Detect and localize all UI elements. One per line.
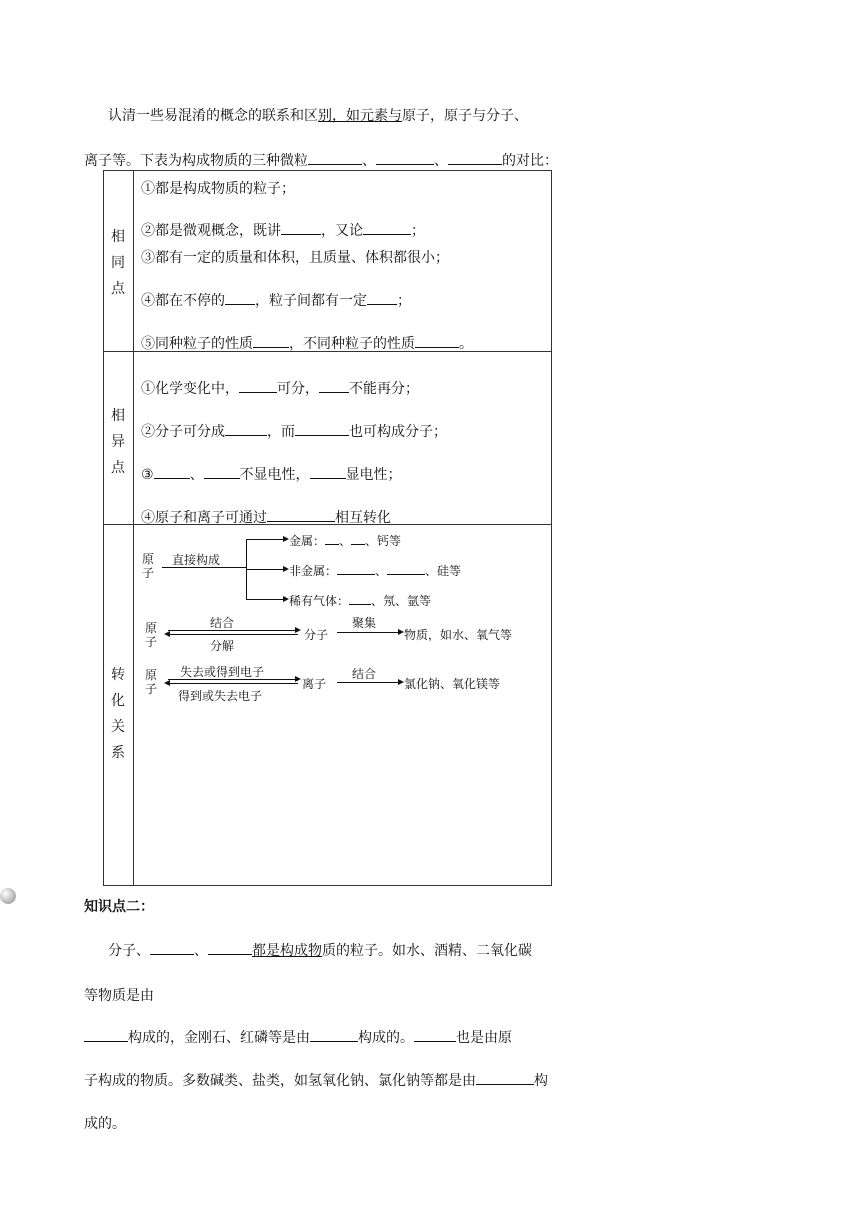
arrow-shaft (246, 569, 284, 570)
kp2-line-5: 成的。 (84, 1116, 126, 1132)
row-label-conversion (103, 662, 133, 766)
fill-blank[interactable] (363, 222, 411, 235)
bullet-icon (0, 888, 16, 904)
arrow-shaft (337, 682, 399, 683)
same-item-2 (141, 220, 425, 240)
lose-gain-label: 失去或得到电子 (180, 665, 265, 679)
fill-blank[interactable] (476, 1072, 534, 1085)
kp2-line-3 (84, 1027, 512, 1047)
item-text: 相互转化 (335, 510, 391, 526)
separator: 、 (434, 153, 448, 169)
comparison-table (103, 170, 552, 886)
label-char: 化 (111, 693, 125, 709)
label-char: 相 (111, 229, 125, 245)
para-text: 构 (534, 1073, 548, 1089)
fill-blank[interactable] (239, 380, 277, 393)
fill-blank[interactable] (154, 466, 190, 479)
fill-blank[interactable] (376, 152, 434, 165)
gather-label: 聚集 (352, 616, 377, 630)
intro-text: 认清一些易混淆的概念的联系和区 (108, 108, 318, 124)
fill-blank[interactable] (225, 292, 255, 305)
diagram-text: 、硅等 (425, 564, 462, 578)
para-text: 质的粒子。如水、酒精、二氧化碳 (322, 943, 532, 959)
diagram-text: 、钙等 (365, 534, 402, 548)
fill-blank[interactable] (367, 292, 397, 305)
para-text: 子构成的物质。多数碱类、盐类，如氢氧化钠、氯化钠等都是由 (84, 1073, 476, 1089)
item-text: ，而 (267, 424, 295, 440)
same-item-3 (141, 247, 449, 267)
intro-text: 离子等。下表为构成物质的三种微粒 (84, 153, 308, 169)
fill-blank[interactable] (281, 222, 321, 235)
underlined-text: 都是构成物 (252, 943, 322, 959)
para-text: 也是由原 (456, 1030, 512, 1046)
diagram-atom-label: 原子 (142, 552, 155, 580)
para-text: 构成的，金刚石、红磷等是由 (128, 1030, 310, 1046)
fill-blank[interactable] (448, 152, 502, 165)
intro-text: 原子，原子与分子、 (402, 108, 528, 124)
item-text: ③都有一定的质量和体积，且质量、体积都很小； (141, 250, 449, 266)
substance-label: 物质，如水、氧气等 (404, 628, 513, 642)
separator: 、 (339, 534, 352, 548)
item-text: 不能再分； (349, 381, 419, 397)
fill-blank[interactable] (351, 534, 365, 545)
item-text: 、 (189, 467, 204, 483)
arrow-head (164, 631, 170, 637)
diagram-atom-label: 原子 (145, 668, 158, 696)
separator: 、 (375, 564, 388, 578)
kp2-line-1 (108, 940, 532, 960)
label-char: 系 (111, 745, 125, 761)
ion-label: 离子 (302, 677, 327, 691)
label-char: 关 (111, 719, 125, 735)
molecule-label: 分子 (304, 628, 329, 642)
label-char: 转 (111, 667, 125, 683)
same-item-1 (141, 178, 295, 198)
item-text: ②分子可分成 (141, 424, 225, 440)
arrow-shaft (246, 599, 284, 600)
fill-blank[interactable] (208, 942, 252, 955)
diagram-text: 非金属： (289, 564, 338, 578)
fill-blank[interactable] (150, 942, 194, 955)
diagram-text: 、氖、氩等 (371, 594, 432, 608)
fill-blank[interactable] (325, 534, 339, 545)
diagram-noble-gas (289, 592, 431, 609)
same-item-4 (141, 290, 411, 310)
section-title: 知识点二： (84, 899, 154, 915)
combine-label: 结合 (352, 667, 377, 681)
fill-blank[interactable] (253, 335, 289, 348)
item-text: ③ (141, 467, 154, 483)
separator: 、 (362, 153, 376, 169)
item-text: ①都是构成物质的粒子； (141, 181, 295, 197)
diff-item-3 (141, 464, 402, 484)
combine-label: 结合 (210, 616, 235, 630)
label-char: 相 (111, 408, 125, 424)
diagram-nonmetal (289, 562, 461, 579)
arrow-shaft (337, 632, 399, 633)
item-text: ①化学变化中， (141, 381, 239, 397)
arrow-shaft (168, 679, 296, 680)
arrow-shaft (170, 683, 298, 684)
kp2-line-4 (84, 1070, 548, 1090)
salts-label: 氯化钠、氧化镁等 (404, 677, 501, 691)
intro-line-2 (84, 150, 558, 170)
intro-text: 的对比： (502, 153, 558, 169)
item-text: ，粒子间都有一定 (255, 293, 367, 309)
arrow-head (295, 627, 301, 633)
item-text: 可分， (277, 381, 319, 397)
gain-lose-label: 得到或失去电子 (178, 689, 263, 703)
label-char: 异 (111, 434, 125, 450)
diff-item-1 (141, 378, 419, 398)
fill-blank[interactable] (204, 466, 240, 479)
fill-blank[interactable] (267, 509, 335, 522)
fill-blank[interactable] (225, 423, 267, 436)
diff-item-4 (141, 507, 391, 527)
fill-blank[interactable] (387, 564, 425, 575)
same-item-5 (141, 333, 473, 353)
item-text: ，不同种粒子的性质 (289, 336, 415, 352)
fill-blank[interactable] (308, 152, 362, 165)
fill-blank[interactable] (84, 1029, 128, 1042)
item-text: ④都在不停的 (141, 293, 225, 309)
arrow-shaft (168, 630, 296, 631)
label-char: 同 (111, 255, 125, 271)
diagram-text: 稀有气体： (289, 594, 350, 608)
diagram-text: 金属： (289, 534, 326, 548)
item-text: ②都是微观概念，既讲 (141, 223, 281, 239)
label-char: 点 (111, 460, 125, 476)
para-text: 构成的。 (358, 1030, 414, 1046)
arrow-head (295, 676, 301, 682)
diagram-metal (289, 532, 401, 549)
item-text: 显电性； (345, 467, 402, 483)
arrow-shaft (170, 634, 298, 635)
item-text: 。 (459, 336, 473, 352)
intro-line-1 (108, 105, 528, 125)
kp2-line-2: 等物质是由 (84, 988, 154, 1004)
decompose-label: 分解 (210, 639, 235, 653)
fill-blank[interactable] (415, 335, 459, 348)
item-text: ； (411, 223, 425, 239)
fill-blank[interactable] (349, 594, 371, 605)
item-text: ，又论 (321, 223, 363, 239)
intro-underlined-text: 别，如元素与 (318, 108, 402, 124)
item-text: 不显电性， (239, 467, 310, 483)
item-text: ⑤同种粒子的性质 (141, 336, 253, 352)
fill-blank[interactable] (337, 564, 375, 575)
fill-blank[interactable] (310, 1029, 358, 1042)
item-text: 也可构成分子； (349, 424, 447, 440)
row-label-diff (103, 403, 133, 481)
arrow-shaft (162, 567, 246, 568)
arrow-head (164, 680, 170, 686)
row-label-same (103, 224, 133, 302)
fill-blank[interactable] (295, 423, 349, 436)
para-text: 分子、 (108, 943, 150, 959)
arrow-shaft (246, 539, 284, 540)
fill-blank[interactable] (414, 1029, 456, 1042)
item-text: ④原子和离子可通过 (141, 510, 267, 526)
diagram-atom-label: 原子 (145, 621, 158, 649)
fill-blank[interactable] (310, 466, 346, 479)
label-char: 点 (111, 281, 125, 297)
para-text: 、 (194, 943, 208, 959)
table-divider (133, 170, 134, 886)
fill-blank[interactable] (319, 380, 349, 393)
item-text: ； (397, 293, 411, 309)
diagram-direct-label: 直接构成 (172, 553, 221, 567)
diff-item-2 (141, 421, 447, 441)
